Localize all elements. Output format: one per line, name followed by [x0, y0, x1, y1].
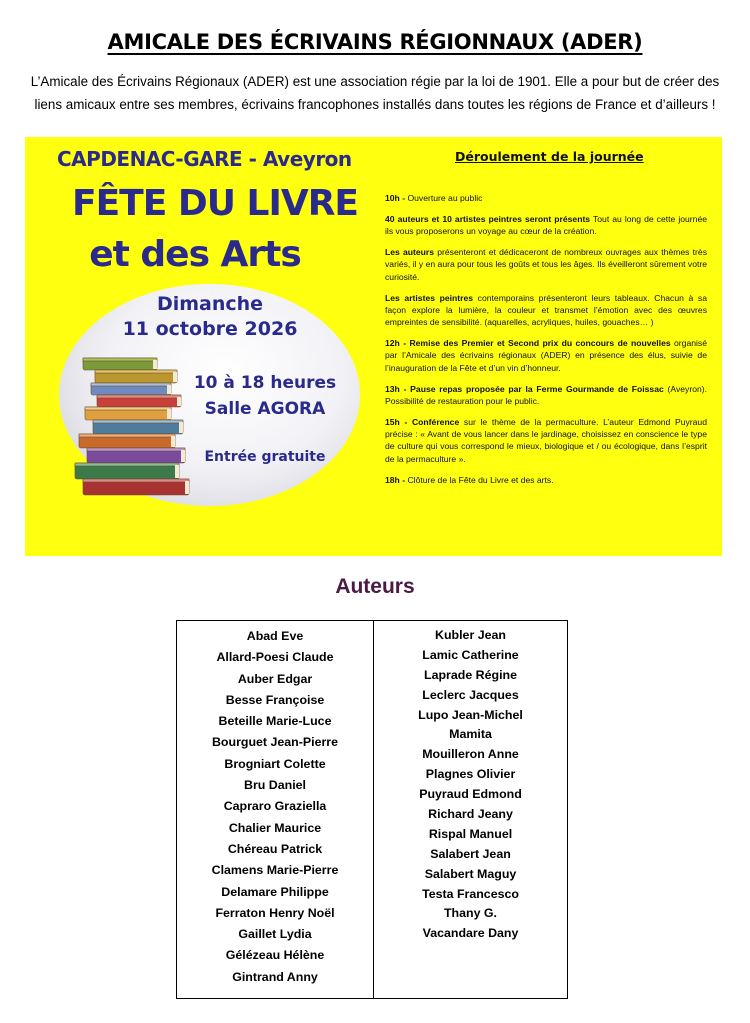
programme-item: 10h - Ouverture au public	[385, 193, 483, 203]
authors-heading: Auteurs	[335, 575, 415, 598]
author-name: Gintrand Anny	[232, 969, 318, 984]
author-name: Leclerc Jacques	[422, 687, 519, 702]
poster-title-line1: FÊTE DU LIVRE	[71, 183, 359, 224]
author-name: Lamic Catherine	[422, 647, 519, 662]
poster-title-line2: et des Arts	[89, 234, 301, 275]
programme-item: Les artistes peintres contemporains présenteront leurs tableaux. Chacun à sa façon explore la lumière, la couleur et transmet l’émotion avec des œuvres empreintes de sensibilité. (aquarelles, acryliques, huiles, gouaches… )	[385, 292, 707, 328]
author-name: Rispal Manuel	[428, 826, 513, 841]
author-name: Gélézeau Hélène	[225, 948, 325, 963]
authors-table	[176, 620, 568, 999]
author-name: Vacandare Dany	[422, 926, 519, 941]
poster-entry: Entrée gratuite	[204, 449, 326, 465]
poster-city: CAPDENAC-GARE - Aveyron	[57, 147, 352, 171]
author-name: Chéreau Patrick	[227, 841, 323, 856]
author-name: Puyraud Edmond	[419, 787, 522, 802]
programme-item: Les auteurs présenteront et dédicaceront de nombreux ouvrages aux thèmes très variés, il y en aura pour tous les goûts et tous les âges. Ils éveilleront sûrement votre curiosité.	[385, 247, 707, 282]
programme-item: 13h - Pause repas proposée par la Ferme Gourmande de Foissac (Aveyron). Possibilité de restauration pour le public.	[385, 383, 708, 406]
author-name: Besse Françoise	[225, 692, 325, 707]
author-name: Mamita	[449, 727, 492, 742]
author-name: Ferraton Henry Noël	[215, 905, 335, 920]
programme-list	[385, 192, 707, 494]
author-name: Capraro Graziella	[223, 799, 327, 814]
author-name: Chalier Maurice	[228, 820, 322, 835]
programme-item: 15h - Conférence sur le thème de la permaculture. L’auteur Edmond Puyraud précise : « Avant de vous lancer dans le jardinage, choisissez en conscience le type de culture qui vous correspond le mieux, biologique et / ou écologique, dans l’esprit de la permaculture ».	[385, 416, 707, 464]
author-name: Abad Eve	[246, 629, 304, 643]
intro-line: L’Amicale des Écrivains Régionaux (ADER) est une association régie par la loi de 1901. Elle a pour but de créer des	[30, 74, 720, 89]
programme-item: 18h - Clôture de la Fête du Livre et des arts.	[385, 474, 554, 485]
author-name: Kubler Jean	[435, 628, 506, 642]
page-title: AMICALE DES ÉCRIVAINS RÉGIONNAUX (ADER)	[107, 30, 643, 54]
author-name: Laprade Régine	[424, 667, 517, 682]
author-name: Mouilleron Anne	[422, 747, 519, 762]
poster-date: 11 octobre 2026	[122, 318, 298, 340]
poster-room: Salle AGORA	[204, 399, 326, 419]
author-name: Salabert Jean	[430, 846, 511, 861]
event-poster	[25, 137, 722, 556]
author-name: Bourguet Jean-Pierre	[211, 735, 338, 750]
author-name: Bru Daniel	[244, 778, 306, 793]
author-name: Delamare Philippe	[221, 884, 329, 899]
author-name: Lupo Jean-Michel	[418, 707, 523, 722]
author-name: Brogniart Colette	[224, 756, 326, 771]
authors-column-left	[177, 621, 374, 998]
programme-item: 12h - Remise des Premier et Second prix du concours de nouvelles organisé par l’Amicale des écrivains régionaux (ADER) en présence des élus, suivie de l’inauguration de la Fête et d’un vin d’honneur.	[385, 338, 707, 373]
books-stack-illustration	[65, 352, 200, 502]
author-name: Testa Francesco	[422, 886, 519, 901]
author-name: Clamens Marie-Pierre	[211, 863, 339, 878]
author-name: Beteille Marie-Luce	[218, 714, 332, 729]
author-name: Salabert Maguy	[424, 866, 517, 881]
author-name: Allard-Poesi Claude	[216, 650, 334, 665]
authors-column-right	[374, 621, 567, 998]
author-name: Gaillet Lydia	[238, 927, 312, 942]
poster-date-day: Dimanche	[156, 293, 264, 315]
author-name: Richard Jeany	[428, 807, 513, 822]
programme-item: 40 auteurs et 10 artistes peintres seront présents Tout au long de cette journée ils vous proposerons un voyage au cœur de la création.	[385, 213, 708, 237]
author-name: Auber Edgar	[237, 671, 313, 686]
author-name: Thany G.	[443, 906, 497, 921]
poster-hours: 10 à 18 heures	[193, 373, 337, 393]
intro-text	[18, 70, 732, 116]
intro-line: liens amicaux entre ses membres, écrivains francophones installés dans toutes les régions de France et d’ailleurs !	[34, 97, 716, 112]
author-name: Plagnes Olivier	[425, 767, 516, 782]
programme-heading: Déroulement de la journée	[455, 149, 644, 164]
